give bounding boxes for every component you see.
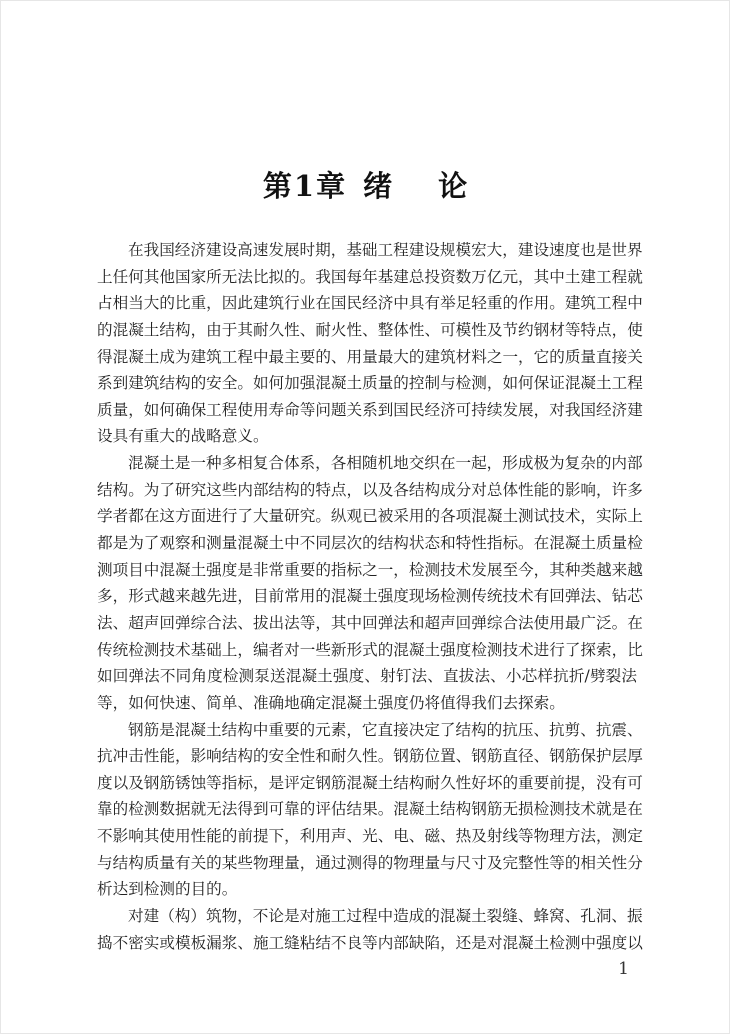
chapter-number: 第1章 bbox=[262, 169, 348, 203]
text-line: 传统检测技术基础上，编者对一些新形式的混凝土强度检测技术进行了探索，比 bbox=[97, 640, 643, 659]
text-line: 抗冲击性能，影响结构的安全性和耐久性。钢筋位置、钢筋直径、钢筋保护层厚 bbox=[97, 747, 643, 766]
text-line: 度以及钢筋锈蚀等指标，是评定钢筋混凝土结构耐久性好坏的重要前提，没有可 bbox=[97, 773, 643, 792]
text-line: 混凝土是一种多相复合体系，各相随机地交织在一起，形成极为复杂的内部 bbox=[128, 454, 643, 473]
text-line: 对建（构）筑物，不论是对施工过程中造成的混凝土裂缝、蜂窝、孔洞、振 bbox=[128, 907, 643, 926]
text-line: 在我国经济建设高速发展时期，基础工程建设规模宏大，建设速度也是世界 bbox=[128, 241, 643, 259]
text-line: 钢筋是混凝土结构中重要的元素，它直接决定了结构的抗压、抗剪、抗震、 bbox=[128, 720, 643, 739]
text-line: 学者都在这方面进行了大量研究。纵观已被采用的各项混凝土测试技术，实际上 bbox=[97, 507, 643, 526]
text-line: 与结构质量有关的某些物理量，通过测得的物理量与尺寸及完整性等的相关性分 bbox=[97, 853, 643, 872]
paragraph bbox=[97, 450, 643, 716]
text-line: 得混凝土成为建筑工程中最主要的、用量最大的建筑材料之一，它的质量直接关 bbox=[97, 347, 643, 366]
text-line: 不影响其使用性能的前提下，利用声、光、电、磁、热及射线等物理方法，测定 bbox=[97, 827, 643, 846]
text-line: 多，形式越来越先进，目前常用的混凝土强度现场检测传统技术有回弹法、钻芯 bbox=[97, 587, 643, 606]
body-text bbox=[97, 237, 643, 956]
chapter-title-part1: 绪 bbox=[363, 169, 395, 203]
text-line: 法、超声回弹综合法、拔出法等，其中回弹法和超声回弹综合法使用最广泛。在 bbox=[97, 613, 643, 632]
text-line: 设具有重大的战略意义。 bbox=[97, 427, 269, 446]
text-line: 结构。为了研究这些内部结构的特点，以及各结构成分对总体性能的影响，许多 bbox=[97, 480, 643, 499]
chapter-title-part2: 论 bbox=[438, 169, 470, 203]
text-line: 上任何其他国家所无法比拟的。我国每年基建总投资数万亿元，其中土建工程就 bbox=[97, 267, 643, 286]
paragraph bbox=[97, 717, 643, 903]
text-line: 捣不密实或模板漏浆、施工缝粘结不良等内部缺陷，还是对混凝土检测中强度以 bbox=[97, 933, 643, 952]
text-line: 都是为了观察和测量混凝土中不同层次的结构状态和特性指标。在混凝土质量检 bbox=[97, 534, 643, 553]
text-line: 测项目中混凝土强度是非常重要的指标之一，检测技术发展至今，其种类越来越 bbox=[97, 560, 643, 579]
page-number: 1 bbox=[618, 959, 629, 979]
chapter-title bbox=[1, 164, 730, 205]
text-line: 占相当大的比重，因此建筑行业在国民经济中具有举足轻重的作用。建筑工程中 bbox=[97, 294, 643, 313]
paragraph bbox=[97, 237, 643, 450]
text-line: 质量，如何确保工程使用寿命等问题关系到国民经济可持续发展，对我国经济建 bbox=[97, 400, 643, 419]
paragraph bbox=[97, 903, 643, 956]
text-line: 系到建筑结构的安全。如何加强混凝土质量的控制与检测，如何保证混凝土工程 bbox=[97, 374, 643, 393]
text-line: 析达到检测的目的。 bbox=[97, 880, 238, 899]
text-line: 的混凝土结构，由于其耐久性、耐火性、整体性、可模性及节约钢材等特点，使 bbox=[97, 320, 643, 339]
text-line: 如回弹法不同角度检测泵送混凝土强度、射钉法、直拔法、小芯样抗折/劈裂法 bbox=[97, 667, 637, 686]
text-line: 等，如何快速、简单、准确地确定混凝土强度仍将值得我们去探索。 bbox=[97, 693, 565, 712]
text-line: 靠的检测数据就无法得到可靠的评估结果。混凝土结构钢筋无损检测技术就是在 bbox=[97, 800, 643, 819]
